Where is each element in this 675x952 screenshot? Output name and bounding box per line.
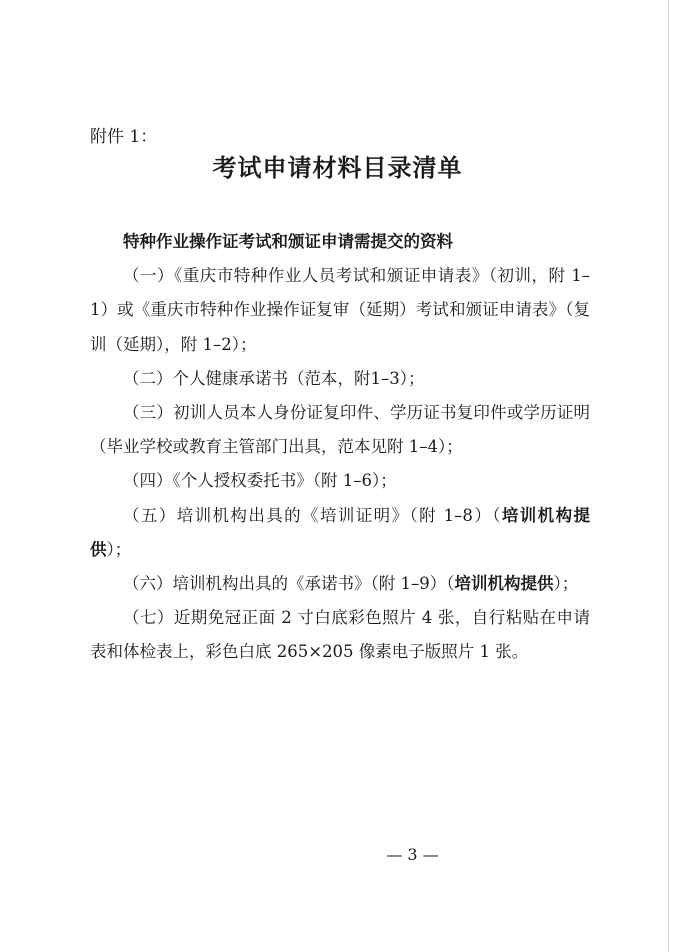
list-item-5-tail: ）； bbox=[106, 539, 132, 559]
list-item-5-bold-note: 培训机构提供 bbox=[90, 505, 590, 559]
list-item-6-tail: ）； bbox=[553, 574, 579, 594]
list-item-5-text: （五）培训机构出具的《培训证明》（附 1–8）（ bbox=[123, 505, 502, 525]
section-subtitle: 特种作业操作证考试和颁证申请需提交的资料 bbox=[123, 232, 453, 251]
list-item-7-text: （七）近期免冠正面 2 寸白底彩色照片 4 张，自行粘贴在申请表和体检表上，彩色白底 265×205 像素电子版照片 1 张。 bbox=[90, 608, 590, 662]
document-title: 考试申请材料目录清单 bbox=[212, 153, 463, 182]
list-item-1 bbox=[90, 259, 590, 362]
attachment-label: 附件 1： bbox=[90, 127, 158, 147]
list-item-3 bbox=[90, 396, 590, 464]
list-item-1-text: （一）《重庆市特种作业人员考试和颁证申请表》（初训，附 1–1）或《重庆市特种作业操作证复审（延期）考试和颁证申请表》（复训（延期），附 1–2）； bbox=[90, 266, 590, 354]
list-item-2 bbox=[90, 362, 590, 396]
list-item-2-text: （二）个人健康承诺书（范本，附1–3）； bbox=[123, 368, 425, 388]
list-item-3-text: （三）初训人员本人身份证复印件、学历证书复印件或学历证明（毕业学校或教育主管部门出具，范本见附 1–4）； bbox=[90, 403, 590, 457]
list-item-6-bold-note: 培训机构提供 bbox=[454, 574, 554, 594]
list-item-4 bbox=[90, 464, 590, 498]
list-item-7 bbox=[90, 601, 590, 669]
list-item-6-text: （六）培训机构出具的《承诺书》（附 1–9）（ bbox=[123, 574, 455, 594]
list-item-6 bbox=[90, 567, 590, 601]
document-body bbox=[90, 225, 590, 670]
list-item-4-text: （四）《个人授权委托书》（附 1–6）； bbox=[123, 471, 397, 491]
list-item-5 bbox=[90, 499, 590, 567]
page-edge-divider bbox=[668, 0, 669, 952]
page-number: — 3 — bbox=[386, 845, 439, 864]
